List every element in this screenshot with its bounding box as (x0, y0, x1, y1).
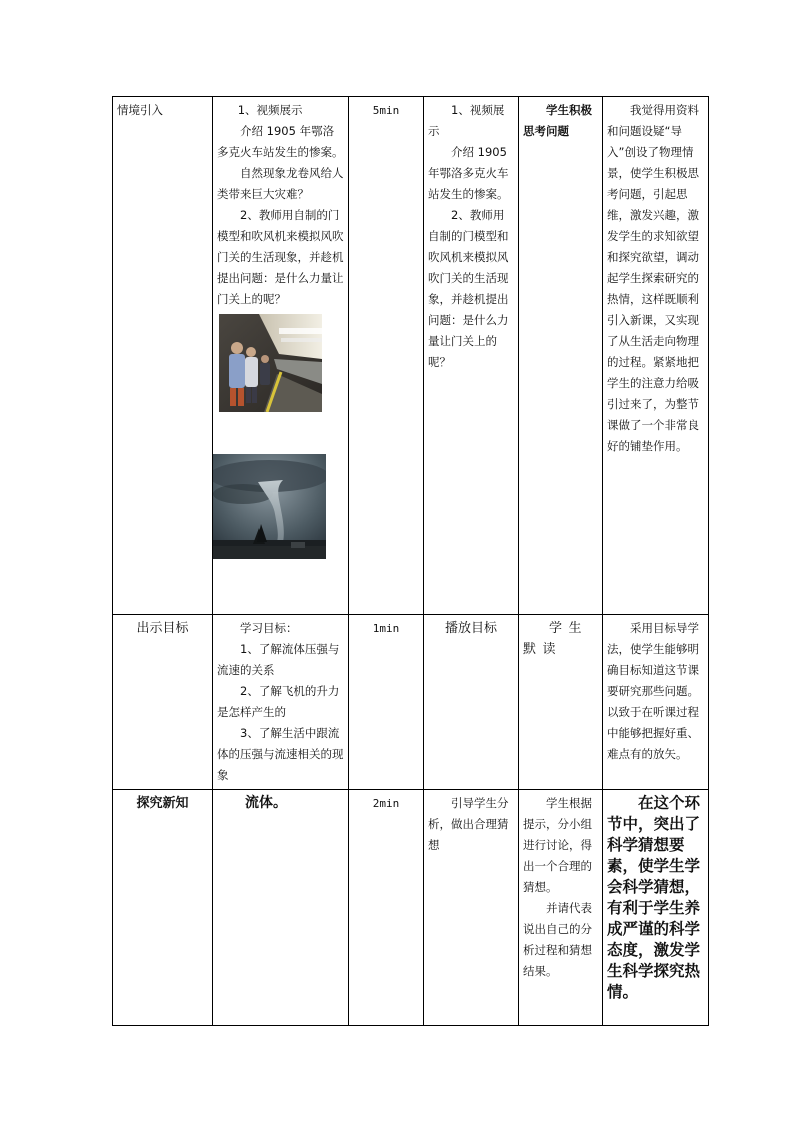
teacher-activity-cell (213, 615, 349, 790)
time-cell (349, 97, 424, 615)
student-item: 并请代表说出自己的分析过程和猜想结果。 (523, 901, 592, 978)
teacher-item: 1、视频展示 (237, 103, 303, 117)
time-value: 5min (372, 104, 400, 117)
media-cell (424, 790, 519, 1026)
media-cell (424, 97, 519, 615)
intent-text: 我觉得用资料和问题设疑“导入”创设了物理情景，使学生积极思考问题，引起思维，激发兴趣，激发学生的求知欲望和探究欲望，调动起学生探索研究的热情，这样既顺利引入新课，又实现了从生活走向物理的过程。紧紧地把学生的注意力给吸引过来了，为整节课做了一个非常良好的铺垫作用。 (607, 103, 699, 453)
teacher-item: 2、了解飞机的升力是怎样产生的 (217, 684, 340, 719)
stage-label: 出示目标 (136, 621, 189, 636)
row-show-objectives (113, 615, 709, 790)
lesson-plan-table (112, 96, 709, 1026)
time-value: 2min (372, 797, 400, 810)
stage-label: 情境引入 (117, 103, 163, 117)
student-item: 学生根据提示，分小组进行讨论，得出一个合理的猜想。 (523, 796, 592, 894)
teacher-item: 1、了解流体压强与流速的关系 (217, 642, 340, 677)
teacher-item: 3、了解生活中跟流体的压强与流速相关的现象 (217, 726, 344, 782)
media-cell (424, 615, 519, 790)
teacher-item: 介绍 1905 年鄂洛多克火车站发生的惨案。 (217, 124, 344, 159)
time-value: 1min (372, 622, 400, 635)
intent-text: 采用目标导学法，使学生能够明确目标知道这节课要研究那些问题。以致于在听课过程中能够把握好重、难点有的放矢。 (607, 621, 699, 761)
stage-label: 探究新知 (136, 796, 189, 811)
media-text: 引导学生分析，做出合理猜想 (428, 796, 509, 852)
student-text: 学生默读 (523, 621, 589, 657)
teacher-item: 自然现象龙卷风给人类带来巨大灾难？ (217, 166, 344, 201)
design-intent-cell (603, 790, 709, 1026)
teacher-item: 2、教师用自制的门模型和吹风机来模拟风吹门关的生活现象，并趁机提出问题：是什么力量让门关上的呢？ (217, 208, 344, 306)
design-intent-cell (603, 615, 709, 790)
media-item: 2、教师用自制的门模型和吹风机来模拟风吹门关的生活现象，并趁机提出问题：是什么力量让门关上的呢？ (428, 208, 509, 369)
time-cell (349, 615, 424, 790)
student-text: 学生积极思考问题 (523, 103, 592, 138)
tornado-photo (213, 454, 326, 559)
teacher-activity-cell (213, 790, 349, 1026)
teacher-activity-cell (213, 97, 349, 615)
design-intent-cell (603, 97, 709, 615)
teacher-text: 流体。 (245, 795, 287, 811)
media-item: 介绍 1905 年鄂洛多克火车站发生的惨案。 (428, 145, 509, 201)
time-cell (349, 790, 424, 1026)
media-item: 1、视频展示 (428, 103, 505, 138)
student-activity-cell (519, 97, 603, 615)
teacher-item: 学习目标： (240, 621, 298, 635)
student-activity-cell (519, 790, 603, 1026)
intent-text: 在这个环节中，突出了科学猜想要素，使学生学会科学猜想，有利于学生养成严谨的科学态度，激发学生科学探究热情。 (607, 794, 701, 1001)
stage-cell (113, 790, 213, 1026)
stage-cell (113, 97, 213, 615)
stage-cell (113, 615, 213, 790)
train-station-photo (219, 314, 322, 412)
media-text: 播放目标 (444, 621, 497, 636)
row-explore-new-knowledge (113, 790, 709, 1026)
row-scenario-intro (113, 97, 709, 615)
student-activity-cell (519, 615, 603, 790)
